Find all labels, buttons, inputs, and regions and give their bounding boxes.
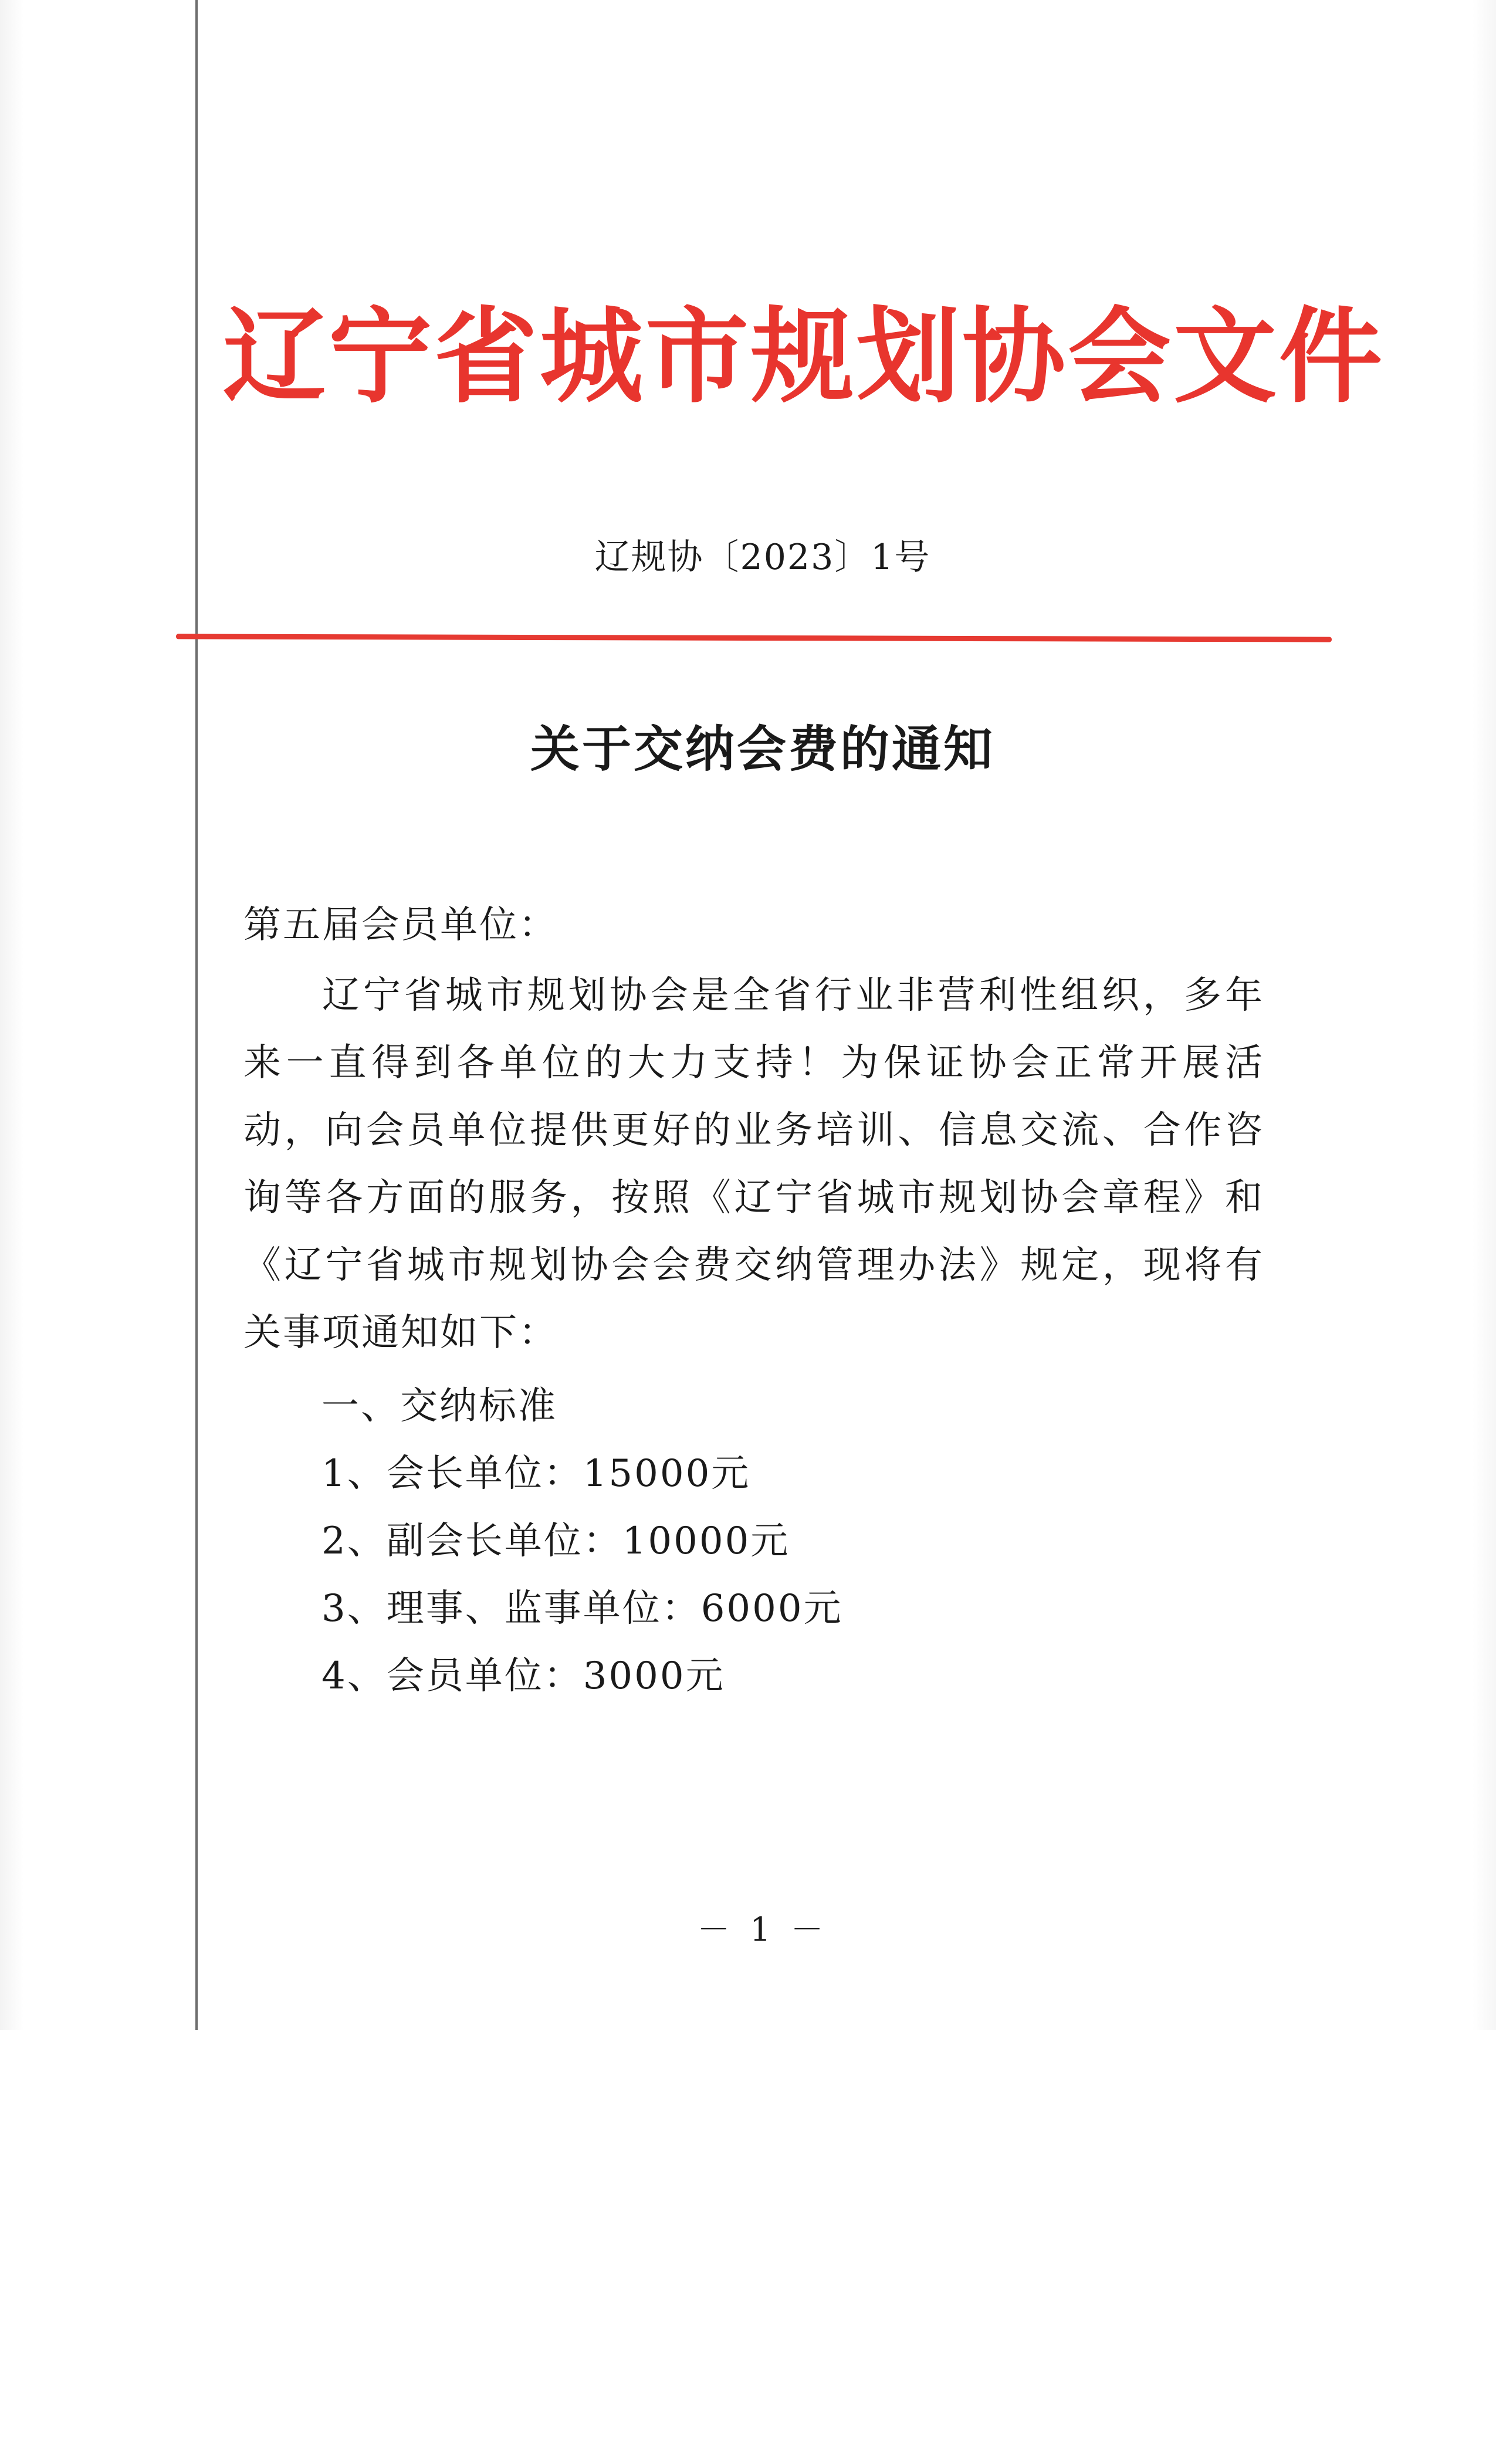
document-number: 辽规协〔2023〕1号 xyxy=(594,537,931,578)
fee-item: 4、会员单位：3000元 xyxy=(321,1654,725,1698)
page-number: － 1 － xyxy=(697,1911,828,1949)
fee-item: 2、副会长单位：10000元 xyxy=(321,1519,790,1563)
document-masthead: 辽宁省城市规划协会文件 xyxy=(223,296,1385,417)
document-title: 关于交纳会费的通知 xyxy=(530,720,995,778)
section-heading: 一、交纳标准 xyxy=(321,1385,557,1428)
body-paragraph: 辽宁省城市规划协会是全省行业非营利性组织，多年来一直得到各单位的大力支持！为保证协会正常开展活动，向会员单位提供更好的业务培训、信息交流、合作咨询等各方面的服务，按照《辽宁省城市规划协会章程》和《辽宁省城市规划协会会费交纳管理办法》规定，现将有关事项通知如下： xyxy=(243,974,1264,1355)
salutation: 第五届会员单位： xyxy=(243,903,558,947)
fee-item: 3、理事、监事单位：6000元 xyxy=(321,1587,843,1630)
fee-standard-list xyxy=(321,1373,843,1710)
binding-margin-line xyxy=(195,0,198,2030)
blank-area xyxy=(0,2030,1496,2464)
fee-item: 1、会长单位：15000元 xyxy=(321,1452,751,1495)
